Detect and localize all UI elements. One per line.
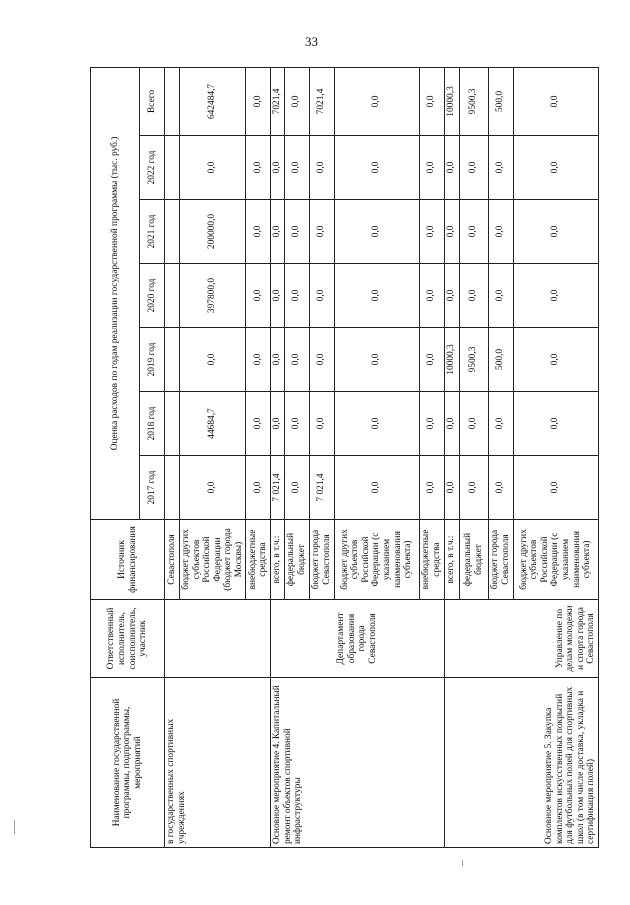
value-cell: 0,0: [488, 392, 513, 456]
value-cell: 0,0: [246, 328, 271, 392]
value-cell: 0,0: [271, 200, 285, 264]
header-year: 2017 год: [140, 456, 165, 520]
value-cell: 0,0: [513, 264, 598, 328]
value-cell: 0,0: [309, 392, 334, 456]
value-cell: 0,0: [513, 328, 598, 392]
value-cell: [165, 456, 180, 520]
value-cell: 0,0: [444, 200, 459, 264]
value-cell: 0,0: [334, 200, 419, 264]
value-cell: [165, 67, 180, 135]
value-cell: 0,0: [419, 200, 444, 264]
value-cell: 0,0: [284, 200, 309, 264]
table-row: [165, 67, 180, 847]
value-cell: 0,0: [459, 456, 488, 520]
value-cell: 500,0: [488, 67, 513, 135]
activity-name: Основное мероприятие 4. Капитальный ремонт объектов спортивной инфраструктуры: [271, 678, 445, 848]
source-cell: бюджет города Севастополя: [488, 520, 513, 600]
value-cell: 10000,3: [444, 67, 459, 135]
source-cell: федеральный бюджет: [459, 520, 488, 600]
source-cell: федеральный бюджет: [284, 520, 309, 600]
source-cell: всего, в т.ч.:: [271, 520, 285, 600]
header-year: 2020 год: [140, 264, 165, 328]
header-row-1: [91, 67, 140, 847]
activity-name: в государственных спортивных учреждениях: [165, 678, 271, 848]
value-cell: 0,0: [284, 392, 309, 456]
header-total: Всего: [140, 67, 165, 135]
value-cell: 0,0: [444, 264, 459, 328]
value-cell: 0,0: [284, 264, 309, 328]
value-cell: 9500,3: [459, 67, 488, 135]
value-cell: 0,0: [309, 136, 334, 200]
table-sheet: [90, 68, 597, 848]
value-cell: 0,0: [513, 200, 598, 264]
value-cell: [165, 328, 180, 392]
header-year: 2019 год: [140, 328, 165, 392]
value-cell: 0,0: [284, 136, 309, 200]
value-cell: 0,0: [444, 392, 459, 456]
value-cell: 0,0: [309, 264, 334, 328]
value-cell: 0,0: [513, 456, 598, 520]
value-cell: 7 021,4: [309, 456, 334, 520]
value-cell: 0,0: [246, 136, 271, 200]
header-estimate: Оценка расходов по годам реализации государственной программы (тыс. руб.): [91, 67, 140, 519]
responsible-cell: Департамент образования города Севастополя: [271, 600, 445, 678]
value-cell: 0,0: [180, 328, 246, 392]
value-cell: 0,0: [488, 456, 513, 520]
value-cell: [165, 264, 180, 328]
responsible-cell: [165, 600, 271, 678]
value-cell: 500,0: [488, 328, 513, 392]
value-cell: 0,0: [334, 264, 419, 328]
value-cell: 0,0: [419, 136, 444, 200]
value-cell: 0,0: [459, 200, 488, 264]
value-cell: 0,0: [513, 67, 598, 135]
value-cell: 0,0: [419, 264, 444, 328]
value-cell: 0,0: [180, 456, 246, 520]
value-cell: 0,0: [459, 392, 488, 456]
value-cell: 0,0: [459, 264, 488, 328]
value-cell: 9500,3: [459, 328, 488, 392]
source-cell: бюджет города Севастополя: [309, 520, 334, 600]
value-cell: 0,0: [513, 136, 598, 200]
value-cell: 0,0: [246, 264, 271, 328]
value-cell: 0,0: [309, 200, 334, 264]
value-cell: 0,0: [488, 264, 513, 328]
header-name: Наименование государственной программы, подпрограммы, мероприятий: [91, 678, 165, 848]
page-number: 33: [305, 34, 318, 49]
value-cell: 0,0: [459, 136, 488, 200]
value-cell: 7 021,4: [271, 456, 285, 520]
value-cell: 0,0: [284, 67, 309, 135]
source-cell: внебюджетные средства: [246, 520, 271, 600]
source-cell: бюджет других субъектов Российской Федерации (с указанием наименования субъекта): [513, 520, 598, 600]
table-row: [271, 67, 285, 847]
activity-name: Основное мероприятие 5. Закупка комплектов искусственных покрытий для футбольных полей для спортивных школ (в том числе доставка, укладка и сертификация полей): [444, 678, 598, 848]
value-cell: 0,0: [419, 392, 444, 456]
value-cell: 0,0: [444, 136, 459, 200]
table-row: [444, 67, 459, 847]
source-cell: внебюджетные средства: [419, 520, 444, 600]
value-cell: 0,0: [271, 328, 285, 392]
value-cell: 0,0: [444, 456, 459, 520]
value-cell: 0,0: [271, 136, 285, 200]
source-cell: бюджет других субъектов Российской Федерации (с указанием наименования субъекта): [334, 520, 419, 600]
value-cell: 7021,4: [309, 67, 334, 135]
value-cell: 0,0: [246, 456, 271, 520]
value-cell: 642484,7: [180, 67, 246, 135]
value-cell: 0,0: [284, 456, 309, 520]
header-source: Источник финансирования: [91, 520, 165, 600]
value-cell: 0,0: [419, 328, 444, 392]
value-cell: 0,0: [246, 200, 271, 264]
value-cell: 0,0: [334, 136, 419, 200]
value-cell: [165, 136, 180, 200]
value-cell: 0,0: [488, 200, 513, 264]
value-cell: 0,0: [246, 392, 271, 456]
header-year: 2021 год: [140, 200, 165, 264]
header-year: 2018 год: [140, 392, 165, 456]
value-cell: 0,0: [419, 67, 444, 135]
value-cell: 0,0: [334, 67, 419, 135]
source-cell: бюджет других субъектов Российской Федерации (бюджет города Москвы): [180, 520, 246, 600]
value-cell: 0,0: [180, 136, 246, 200]
budget-table: [90, 67, 599, 848]
value-cell: 0,0: [271, 392, 285, 456]
value-cell: 0,0: [488, 136, 513, 200]
scan-mark: [14, 820, 15, 834]
value-cell: 0,0: [309, 328, 334, 392]
value-cell: 0,0: [513, 392, 598, 456]
value-cell: 0,0: [246, 67, 271, 135]
scan-mark: [462, 860, 463, 866]
rotated-table-wrapper: [90, 68, 597, 848]
value-cell: 397800,0: [180, 264, 246, 328]
value-cell: 0,0: [419, 456, 444, 520]
source-cell: Севастополя: [165, 520, 180, 600]
value-cell: 0,0: [271, 264, 285, 328]
value-cell: 0,0: [284, 328, 309, 392]
value-cell: 10000,3: [444, 328, 459, 392]
value-cell: 44684,7: [180, 392, 246, 456]
value-cell: 0,0: [334, 456, 419, 520]
source-cell: всего, в т.ч.:: [444, 520, 459, 600]
header-year: 2022 год: [140, 136, 165, 200]
value-cell: 0,0: [334, 392, 419, 456]
value-cell: [165, 392, 180, 456]
value-cell: 7021,4: [271, 67, 285, 135]
value-cell: 0,0: [334, 328, 419, 392]
value-cell: 200000,0: [180, 200, 246, 264]
header-responsible: Ответственный исполнитель, соисполнитель, участник: [91, 600, 165, 678]
responsible-cell: Управление по делам молодежи и спорта города Севастополя: [444, 600, 598, 678]
value-cell: [165, 200, 180, 264]
